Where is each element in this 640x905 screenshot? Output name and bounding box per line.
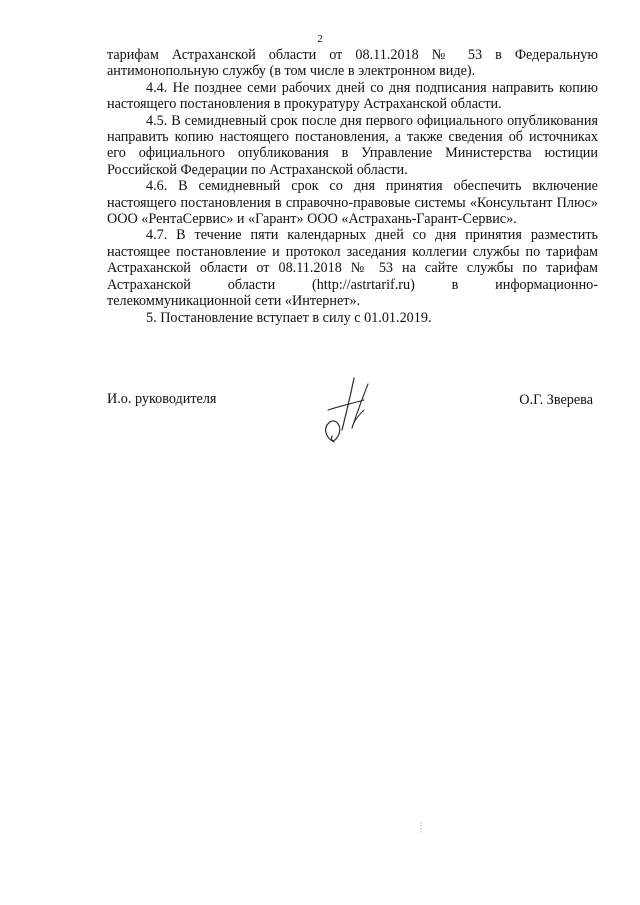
paragraph-4-6: 4.6. В семидневный срок со дня принятия обеспечить включение настоящего постановления в справочно-правовые системы «Консультант Плюс» ООО «РентаСервис» и «Гарант» ООО «Астрахань-Гарант-Сервис».	[107, 178, 598, 228]
paragraph-5: 5. Постановление вступает в силу с 01.01.2019.	[146, 309, 432, 326]
paragraph-4-4: 4.4. Не позднее семи рабочих дней со дня подписания направить копию настоящего постановления в прокуратуру Астраханской области.	[107, 79, 598, 113]
scan-artifact	[420, 822, 422, 834]
page-number: 2	[317, 33, 323, 45]
handwritten-signature	[312, 370, 382, 450]
paragraph-continuation: тарифам Астраханской области от 08.11.2018 № 53 в Федеральную антимонопольную службу (в том числе в электронном виде).	[107, 47, 598, 80]
signatory-title: И.о. руководителя	[107, 391, 217, 407]
paragraph-4-7: 4.7. В течение пяти календарных дней со дня принятия разместить настоящее постановление и протокол заседания коллегии службы по тарифам Астраханской области от 08.11.2018 № 53 на сайте службы по тарифам Астраханской области (http://astrtarif.ru) в информационно-телекоммуникационной сети «Интернет».	[107, 227, 598, 310]
paragraph-4-5: 4.5. В семидневный срок после дня первого официального опубликования направить копию настоящего постановления, а также сведения об источниках его официального опубликования в Управление Министерства юстиции Российской Федерации по Астраханской области.	[107, 112, 598, 178]
signatory-name: О.Г. Зверева	[519, 392, 593, 408]
signature-block	[107, 370, 598, 450]
document-body	[107, 47, 598, 326]
